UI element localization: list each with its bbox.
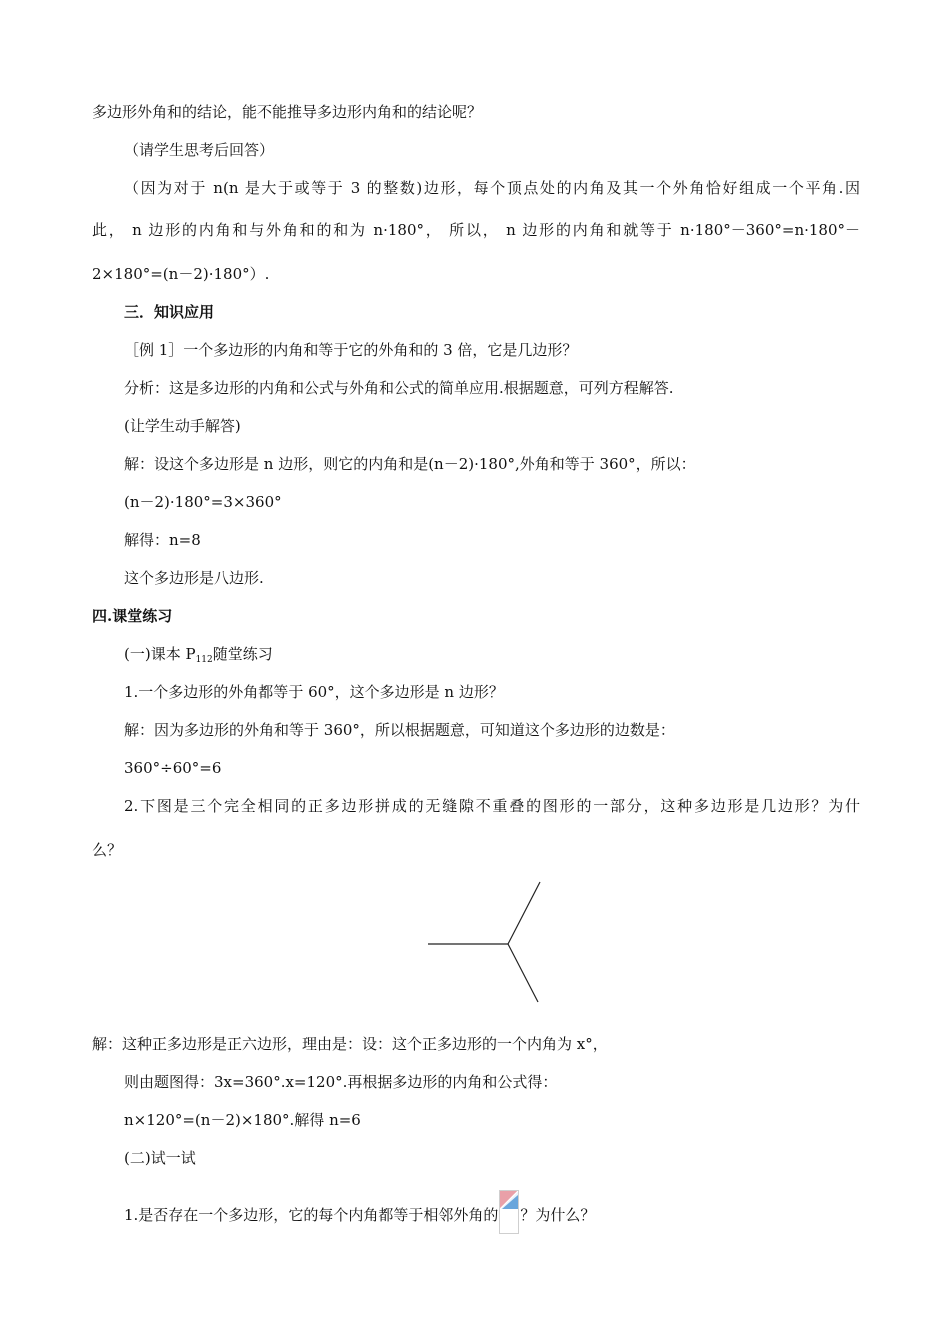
practice-question-2-line-1: 2.下图是三个完全相同的正多边形拼成的无缝隙不重叠的图形的一部分，这种多边形是几边形？为什 [124,797,860,815]
example-1-equation: (n－2)·180°=3×360° [124,493,282,511]
practice-question-1: 1.一个多边形的外角都等于 60°，这个多边形是 n 边形？ [124,683,504,701]
example-1-solution: 解：设这个多边形是 n 边形，则它的内角和是(n－2)·180°,外角和等于 360°，所以： [124,455,696,473]
paragraph-reason-line-2: 此， n 边形的内角和与外角和的和为 n·180°， 所以， n 边形的内角和就等于 n·180°－360°=n·180°－ [92,221,860,239]
textbook-practice-label [124,644,273,667]
paragraph-reason-line-1: （因为对于 n(n 是大于或等于 3 的整数)边形，每个顶点处的内角及其一个外角恰好组成一个平角.因 [124,179,860,197]
example-1-instruction: (让学生动手解答) [124,417,241,435]
practice-2-result: n×120°=(n－2)×180°.解得 n=6 [124,1111,361,1129]
section-heading-knowledge-application: 三．知识应用 [124,303,215,321]
textbook-suffix: 随堂练习 [212,645,273,663]
textbook-prefix: (一)课本 P [124,645,196,663]
section-heading-class-practice: 四.课堂练习 [92,607,173,625]
figure-upper-edge [508,882,540,944]
broken-image-glyph-icon [500,1191,518,1209]
paragraph-reason-line-3: 2×180°=(n－2)·180°）. [92,265,270,283]
practice-question-2-line-2: 么？ [92,841,123,859]
broken-fraction-image-icon [499,1190,519,1234]
practice-1-answer: 360°÷60°=6 [124,759,222,777]
try-question-1-after: ？为什么？ [520,1206,596,1224]
paragraph-exterior-angle-question: 多边形外角和的结论，能不能推导多边形内角和的结论呢？ [92,103,483,121]
practice-2-derivation: 则由题图得：3x=360°.x=120°.再根据多边形的内角和公式得： [124,1073,558,1091]
example-1-result: 解得：n=8 [124,531,201,549]
practice-2-solution: 解：这种正多边形是正六边形，理由是：设：这个正多边形的一个内角为 x°， [92,1035,608,1053]
try-it-heading: (二)试一试 [124,1149,196,1167]
try-question-1 [124,1194,595,1238]
example-1-question: ［例 1］一个多边形的内角和等于它的外角和的 3 倍，它是几边形？ [124,341,578,359]
figure-lower-edge [508,944,538,1002]
try-question-1-before: 1.是否存在一个多边形，它的每个内角都等于相邻外角的 [124,1206,499,1224]
example-1-analysis: 分析：这是多边形的内角和公式与外角和公式的简单应用.根据题意，可列方程解答. [124,379,674,397]
three-polygon-vertex-figure [420,874,550,1006]
textbook-page-subscript: 112 [195,655,213,665]
paragraph-student-think: （请学生思考后回答） [124,141,275,159]
practice-1-solution: 解：因为多边形的外角和等于 360°，所以根据题意，可知道这个多边形的边数是： [124,721,675,739]
example-1-conclusion: 这个多边形是八边形. [124,569,264,587]
